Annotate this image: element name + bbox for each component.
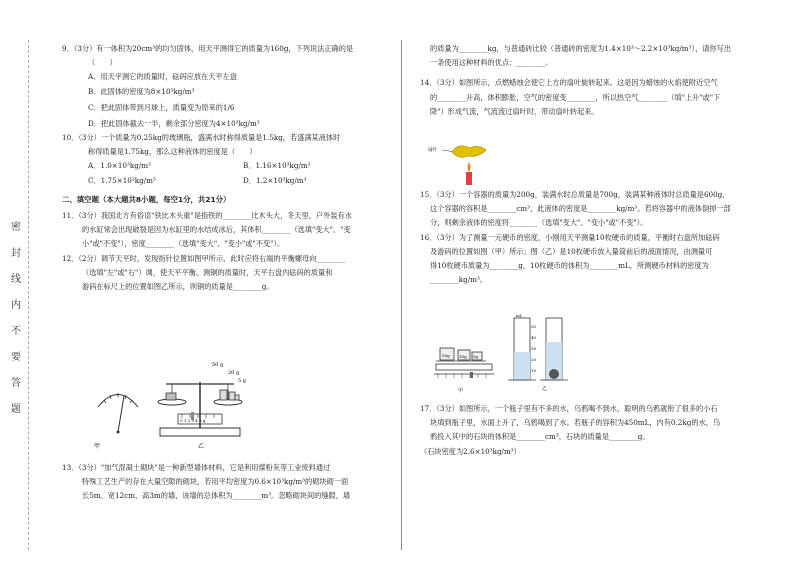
q9-option-c: C．把此固体带到月球上，质量变为原来的1/6	[88, 102, 235, 112]
candle-icon	[466, 172, 472, 185]
q17-line4: （石块密度为2.6×10³kg/m³）	[420, 446, 521, 456]
fig16-label-yi: 乙	[542, 386, 548, 392]
sidebar-char: 线	[11, 274, 21, 285]
left-column	[62, 42, 398, 294]
q10-option-c: C．1.75×10³kg/m³	[88, 175, 156, 185]
measuring-cylinders	[508, 318, 568, 380]
left-column-q13	[62, 461, 398, 504]
q14-candle-fan-figure	[428, 140, 498, 186]
fig16-tick-10: 10	[531, 368, 537, 373]
q10-line2: 称得质量是1.75kg，那么这种液体的密度是（ ）	[88, 147, 257, 157]
sidebar-char: 封	[11, 248, 21, 259]
q13-line1: 13．（3分）"加气混凝土砌块"是一种新型墙体材料，它是利用煤粉灰等工业废料通过	[62, 463, 331, 472]
q14-line3: 降"）形成气流，气流流过扇叶时，带动扇叶转起来。	[430, 106, 599, 116]
q17-line1: 17．（3分）如图所示，一个瓶子里有不多的水，乌鸦喝不到水，聪明的乌鸦就衔了很多的小石	[420, 404, 718, 413]
q10-options-row1	[62, 159, 398, 173]
fig16-label-jia: 甲	[458, 388, 464, 394]
fig12-weight-20g: 20 g	[228, 370, 240, 376]
q17-line3: 鸦投入其中的石块的体积是________cm³，石块的质量是________g。	[430, 432, 650, 442]
q14-line1: 14．（3分）如图所示，点燃蜡烛会使它上方的扇叶旋转起来。这是因为蜡烛的火焰使附近空气	[420, 78, 718, 88]
fig16-tick-20: 20	[531, 357, 537, 362]
fig12-weight-5g: 5 g	[238, 378, 246, 384]
column-divider	[401, 40, 402, 550]
right-column-bottom	[420, 402, 790, 459]
q10-option-b: B．1.16×10³kg/m³	[243, 161, 311, 171]
q15-line1: 15．（3分）一个容器的质量为200g，装满水时总质量是700g，装满某种液体时总质量是600g，	[420, 190, 730, 199]
pointer-scale-diagram	[98, 393, 138, 434]
q9-blank: （ ）	[88, 58, 117, 68]
flame-icon	[468, 162, 471, 172]
q12-line2: （选填"左"或"右"）调，使天平平衡。测铜的质量时，天平右盘内砝码的质量和	[82, 267, 333, 277]
q13-cont-line1: 的质量为________kg，与普通砖比较（普通砖的密度为1.4×10³～2.2×10³kg/m³），请你写出	[430, 44, 732, 53]
q9-option-d: D．把此固体截去一半，剩余部分密度为4×10³kg/m³	[88, 118, 260, 128]
q10-option-d: D．1.2×10³kg/m³	[243, 175, 307, 185]
q10-option-a: A．1.0×10³kg/m³	[88, 161, 151, 171]
sidebar-char: 答	[11, 378, 21, 389]
q16-line4: ________kg/m³。	[430, 275, 488, 285]
fig16-unit-ml: mL	[516, 313, 523, 318]
q9-stem: 9．（3分）有一体积为20cm³的均匀固体，用天平测得它的质量为160g，下列说法正确的是	[62, 44, 354, 53]
q11-line1: 11．（3分）我国北方有俗语"铁比木头重"是指铁的________比木头大，冬天里，户外装有水	[62, 211, 352, 221]
q11-line3: 小"或"不变"），密度________（选填"变大"、"变小"或"不变"）。	[82, 239, 285, 249]
right-column	[420, 42, 790, 119]
q13-cont-line2: 一条使用这种材料的优点：________。	[430, 58, 553, 68]
fig12-label-yi: 乙	[198, 443, 205, 450]
q10-options-row2	[62, 174, 398, 188]
balance-diagram	[158, 382, 242, 436]
fig12-weight-50g: 50 g	[212, 362, 224, 368]
sidebar-char: 不	[11, 326, 21, 337]
q17-line2: 块填到瓶子里，水面上升了，乌鸦喝到了水。若瓶子的容积为450mL，内有0.2kg的水，乌	[430, 418, 721, 428]
fig12-scale-ticks: 0 1 2 3 4 5 g	[180, 418, 206, 423]
fig16-tick-40: 40	[531, 335, 537, 340]
right-column-mid	[420, 188, 790, 287]
q12-line1: 12．（2分）调节天平时，发现指针位置如图甲所示，此时应将右端的平衡螺母向________	[62, 253, 346, 263]
fig16-tick-50: 50	[531, 324, 537, 329]
q13-line3: 长5m、宽12cm、高3m的墙，该墙的总体积为________m³。忽略砌块间的缝隙，墙	[82, 491, 351, 501]
fig16-weight-10g: 10g	[459, 354, 467, 359]
q11-line2: 的水缸常会出现破裂是因为水缸里的水结成冰后，其体积________（选填"变大"、"变	[82, 225, 351, 235]
fan-label: 扇叶	[428, 148, 437, 153]
sidebar-char: 内	[11, 300, 21, 311]
fig16-weight-50g: 50g	[442, 353, 450, 358]
q15-line2: 这个容器的容积是________cm³，此液体的密度是________kg/m³。若将容器中的液体倒掉一部	[430, 204, 731, 214]
q12-line3: 游码在标尺上的位置如图乙所示，则铜的质量是________g。	[82, 282, 274, 292]
q9-option-a: A．用天平测它的质量时，砝码应放在天平左盘	[88, 72, 237, 82]
q13-line2: 特殊工艺生产的存在大量空隙的砌块，若用平均密度为0.6×10³kg/m³的砌块砌一面	[82, 477, 349, 487]
sidebar-char: 题	[11, 404, 21, 415]
fig16-weight-5g: 5g	[473, 354, 479, 359]
q12-balance-figure	[88, 352, 348, 452]
fig12-label-jia: 甲	[94, 443, 101, 450]
fig16-tick-30: 30	[531, 346, 537, 351]
q9-option-b: B．此固体的密度为8×10³kg/m³	[88, 86, 195, 96]
fan-blade-icon	[452, 146, 486, 158]
section-title-fill-in: 二、填空题（本大题共8小题，每空1分，共21分）	[62, 194, 231, 204]
q15-line3: 分，则剩余液体的密度将________（选填"变大"、"变小"或"不变"）。	[430, 218, 648, 228]
sidebar-char: 要	[11, 352, 21, 363]
q16-line2: 及游码的位置如图（甲）所示；图（乙）是10枚硬币放入量筒前后的液面情况，由测量可	[430, 246, 713, 256]
q16-balance-cylinder-figure	[432, 312, 582, 394]
binding-dashed-line	[28, 40, 29, 550]
sidebar-char: 密	[11, 222, 21, 233]
q10-line1: 10．（3分）一个质量为0.25kg的玻璃瓶，盛满水时称得质量是1.5kg，若盛满某液体时	[62, 133, 341, 143]
q16-line3: 得10枚硬币质量为________g，10枚硬币的体积为________mL，所测硬币材料的密度为	[430, 261, 709, 271]
q16-line1: 16．（3分）为了测量一元硬币的密度，小刚用天平测量10枚硬币的质量，平衡时右盘所加砝码	[420, 232, 720, 242]
q14-line2: 的________升高，体积膨胀，空气的密度变________，所以热空气________（填"上升"或"下	[430, 92, 721, 102]
